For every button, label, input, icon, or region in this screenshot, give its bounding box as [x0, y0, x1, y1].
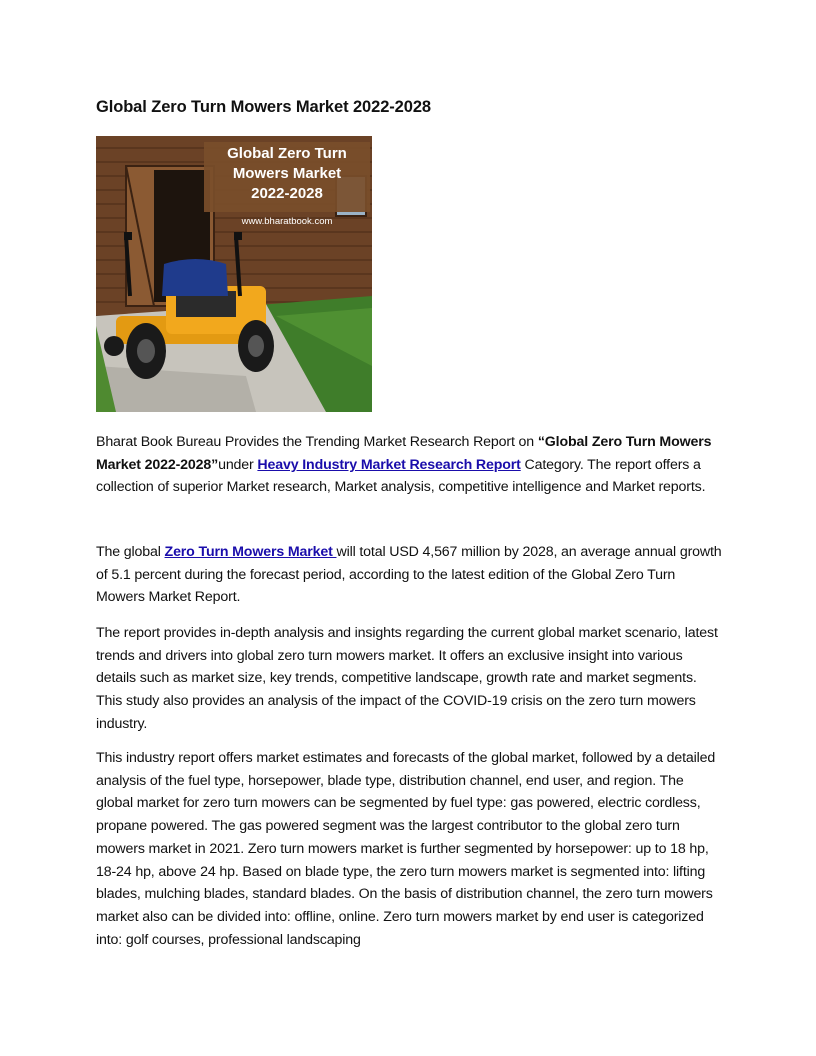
- category-link[interactable]: Heavy Industry Market Research Report: [257, 456, 521, 473]
- cover-title-line-3: 2022-2028: [251, 185, 323, 202]
- forecast-lead: The global: [96, 544, 165, 560]
- intro-lead: Bharat Book Bureau Provides the Trending Market Research Report on: [96, 434, 538, 450]
- market-link[interactable]: Zero Turn Mowers Market: [164, 544, 337, 560]
- cover-title-line-2: Mowers Market: [232, 165, 342, 182]
- forecast-rest: will total USD 4,567 million by 2028, an average annual growth of 5.1 percent during the forecast period, according to the latest edition of the Global Zero Turn Mowers Market Report.: [96, 544, 722, 606]
- report-name: “Global Zero Turn Mowers Market 2022-2028”: [96, 434, 712, 473]
- report-cover-image: [96, 136, 372, 412]
- forecast-paragraph: [96, 541, 722, 609]
- intro-rest: Category. The report offers a collection of superior Market research, Market analysis, competitive intelligence and Market reports.: [96, 456, 706, 496]
- cover-title-line-1: Global Zero Turn: [227, 145, 347, 162]
- analysis-paragraph: The report provides in-depth analysis and insights regarding the current global market scenario, latest trends and drivers into global zero turn mowers market. It offers an exclusive insight into various details such as market size, key trends, competitive landscape, growth rate and market segments. This study also provides an analysis of the impact of the COVID-19 crisis on the zero turn mowers industry.: [96, 625, 718, 732]
- cover-title: [204, 144, 370, 204]
- segmentation-paragraph: This industry report offers market estimates and forecasts of the global market, followed by a detailed analysis of the fuel type, horsepower, blade type, distribution channel, end user, and region. The global market for zero turn mowers can be segmented by fuel type: gas powered, electric cordless, propane powered. The gas powered segment was the largest contributor to the global zero turn mowers market in 2021. Zero turn mowers market is further segmented by horsepower: up to 18 hp, 18-24 hp, above 24 hp. Based on blade type, the zero turn mowers market is segmented into: lifting blades, mulching blades, standard blades. On the basis of distribution channel, the zero turn mowers market also can be divided into: offline, online. Zero turn mowers market by end user is categorized into: golf courses, professional landscaping: [96, 750, 716, 948]
- intro-under: under: [218, 456, 258, 473]
- cover-website: www.bharatbook.com: [241, 216, 333, 227]
- intro-paragraph: [96, 431, 722, 499]
- page-title: Global Zero Turn Mowers Market 2022-2028: [96, 98, 431, 116]
